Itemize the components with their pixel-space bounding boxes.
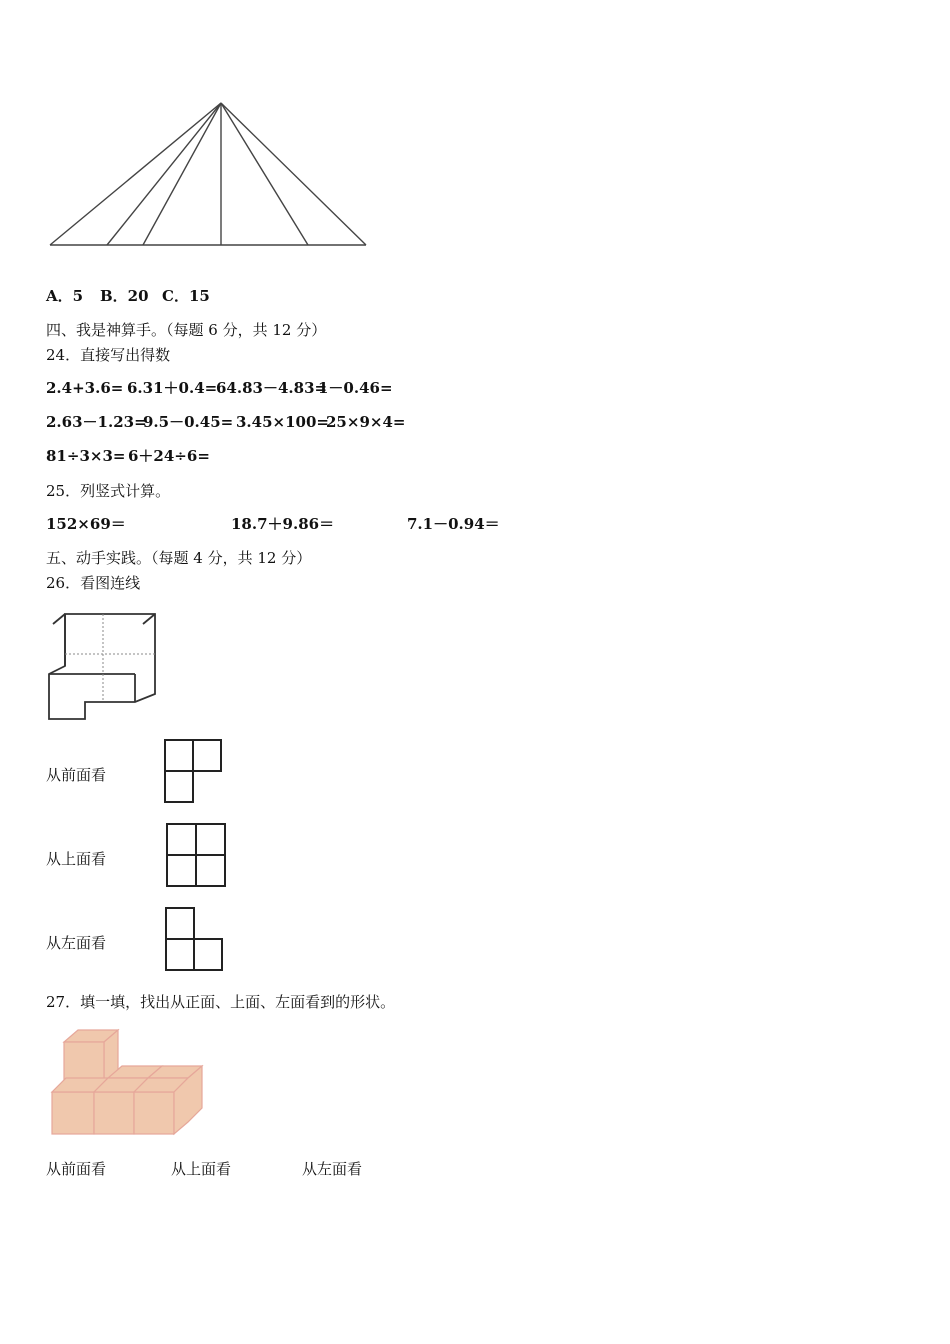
section5-heading: 五、动手实践。（每题 4 分，共 12 分）: [46, 549, 312, 567]
q24-r2-3: 3.45×100=: [236, 413, 329, 431]
q25-title: 25．列竖式计算。: [46, 482, 171, 500]
choice-c: C．15: [162, 287, 210, 305]
q25-item-2: 18.7＋9.86＝: [231, 515, 335, 533]
q24-title: 24．直接写出得数: [46, 346, 171, 364]
q26-title: 26．看图连线: [46, 574, 141, 592]
triangle-figure: [40, 95, 370, 255]
q26-shape-3: [164, 906, 226, 972]
q26-view-top: 从上面看: [46, 850, 107, 868]
q26-view-front: 从前面看: [46, 766, 107, 784]
q27-cube-figure: [50, 1026, 210, 1141]
q26-view-left: 从左面看: [46, 934, 107, 952]
choice-b: B．20: [100, 287, 149, 305]
q24-r2-4: 25×9×4=: [326, 413, 406, 431]
choice-a: A．5: [46, 287, 84, 305]
q25-item-1: 152×69＝: [46, 515, 126, 533]
q27-view-left: 从左面看: [302, 1160, 363, 1178]
q24-r3-1: 81÷3×3=: [46, 447, 126, 465]
q27-title: 27．填一填，找出从正面、上面、左面看到的形状。: [46, 993, 396, 1011]
q27-view-top: 从上面看: [171, 1160, 232, 1178]
q26-solid-figure: [45, 604, 165, 724]
q24-r2-2: 9.5－0.45=: [143, 413, 234, 431]
q24-r3-2: 6＋24÷6=: [128, 447, 210, 465]
q24-r1-2: 6.31＋0.4=: [127, 379, 218, 397]
q27-view-front: 从前面看: [46, 1160, 107, 1178]
q24-r1-1: 2.4+3.6=: [46, 379, 124, 397]
q25-item-3: 7.1－0.94＝: [407, 515, 500, 533]
q26-shape-2: [165, 822, 227, 888]
section4-heading: 四、我是神算手。（每题 6 分，共 12 分）: [46, 321, 327, 339]
q24-r1-4: 1－0.46=: [318, 379, 393, 397]
q24-r2-1: 2.63－1.23=: [46, 413, 147, 431]
q26-shape-1: [163, 738, 225, 804]
q24-r1-3: 64.83－4.83=: [216, 379, 328, 397]
